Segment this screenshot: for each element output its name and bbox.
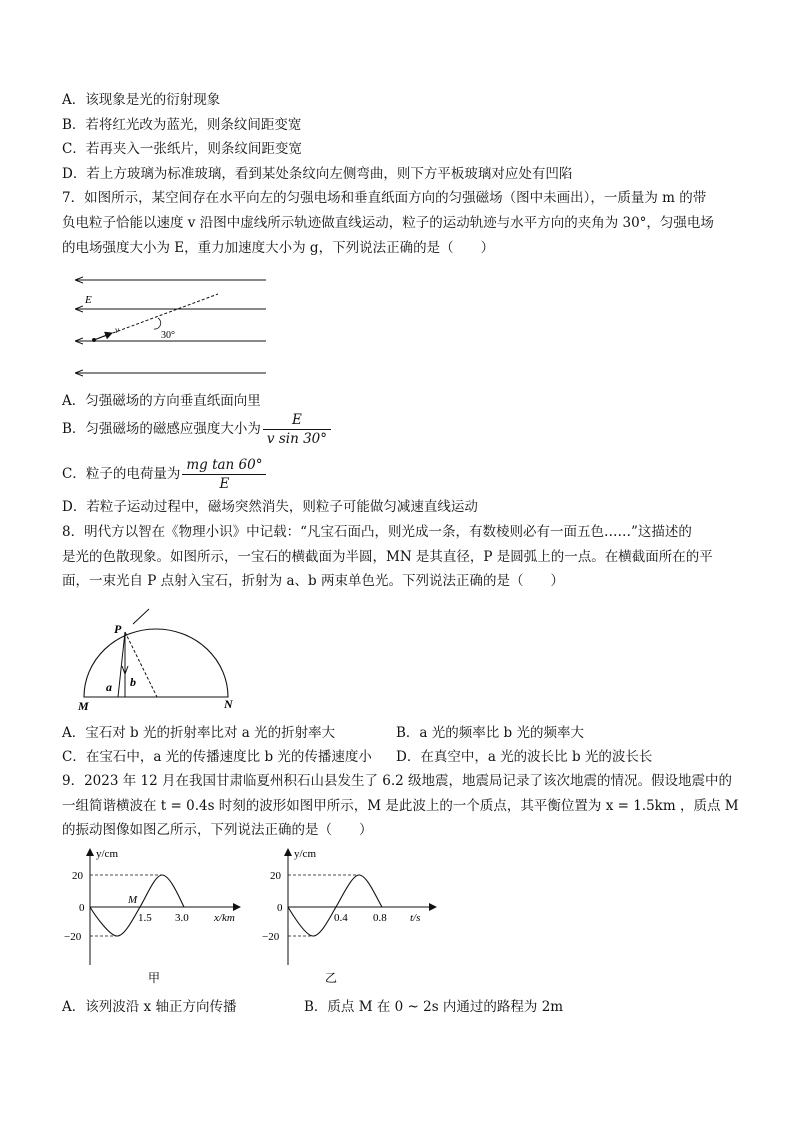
q9-option-a: A．该列波沿 x 轴正方向传播 [62, 999, 237, 1015]
q8-option-c: C．在宝石中，a 光的传播速度比 b 光的传播速度小 [62, 749, 372, 765]
ray-a [118, 632, 125, 697]
ray-a-label: a [106, 680, 112, 694]
q7-option-b [62, 410, 331, 448]
t-tick-1: 0.4 [334, 912, 348, 924]
x-axis-label: x/km [214, 912, 235, 924]
v-label: v [115, 325, 119, 335]
point-n-label: N [224, 697, 233, 710]
q8-figure [72, 600, 247, 710]
angle-arc [154, 318, 161, 329]
velocity-arrow [94, 333, 112, 340]
graph-caption-jia: 甲 [148, 971, 161, 985]
q7-option-c-fraction [182, 456, 266, 493]
x-tick-1: 1.5 [138, 912, 152, 924]
q8-stem-line2: 是光的色散现象。如图所示，一宝石的横截面为半圆，MN 是其直径，P 是圆弧上的一点。在横截面所在的平 [62, 549, 713, 565]
wave-graph-jia [58, 845, 248, 985]
q8-stem-line1: 8．明代方以智在《物理小识》中记载：“凡宝石面凸，则光成一条，有数棱则必有一面五色……”这描述的 [62, 524, 692, 540]
trajectory-dashed-line [94, 294, 218, 340]
y-axis-label: y/cm [96, 848, 118, 860]
graph-caption-yi: 乙 [325, 971, 338, 985]
q6-option-c: C．若再夹入一张纸片，则条纹间距变宽 [62, 141, 302, 157]
q6-option-d: D．若上方玻璃为标准玻璃，看到某处条纹向左侧弯曲，则下方平板玻璃对应处有凹陷 [62, 166, 573, 182]
vibration-graph-yi [256, 845, 446, 985]
q7-figure [72, 272, 272, 382]
fraction-denominator: v sin 30° [266, 431, 327, 447]
q9-stem-line1: 9．2023 年 12 月在我国甘肃临夏州积石山县发生了 6.2 级地震，地震局记录了该次地震的情况。假设地震中的 [62, 773, 733, 789]
y-tick-neg: −20 [64, 931, 82, 943]
q7-option-b-text: B．匀强磁场的磁感应强度大小为 [62, 421, 261, 437]
q8-option-d: D．在真空中，a 光的波长比 b 光的波长长 [396, 749, 653, 765]
point-p-label: P [114, 622, 122, 636]
q9-option-b: B．质点 M 在 0 ~ 2s 内通过的路程为 2m [304, 999, 564, 1015]
ray-b-label: b [130, 675, 136, 689]
q6-option-b: B．若将红光改为蓝光，则条纹间距变宽 [62, 117, 302, 133]
q7-option-a: A．匀强磁场的方向垂直纸面向里 [62, 393, 261, 409]
t-tick-2: 0.8 [373, 912, 387, 924]
fraction-numerator: mg tan 60° [182, 456, 266, 475]
y-tick-neg: −20 [262, 931, 280, 943]
angle-label: 30° [161, 330, 175, 341]
q7-option-d: D．若粒子运动过程中，磁场突然消失，则粒子可能做匀减速直线运动 [62, 499, 478, 515]
t-axis-label: t/s [410, 912, 421, 924]
q6-option-a: A．该现象是光的衍射现象 [62, 92, 221, 108]
particle [92, 338, 96, 342]
vibration-curve [288, 875, 382, 936]
q9-stem-line3: 的振动图像如图乙所示，下列说法正确的是（ ） [62, 822, 373, 838]
q7-stem-line3: 的电场强度大小为 E，重力加速度大小为 g，下列说法正确的是（ ） [62, 240, 495, 256]
q7-stem-line2: 负电粒子恰能以速度 v 沿图中虚线所示轨迹做直线运动，粒子的运动轨迹与水平方向的夹角为 30°，匀强电场 [62, 215, 714, 231]
q9-stem-line2: 一组简谐横波在 t = 0.4s 时刻的波形如图甲所示，M 是此波上的一个质点，其平衡位置为 x = 1.5km ，质点 M [62, 798, 739, 814]
q8-option-b: B．a 光的频率比 b 光的频率大 [396, 725, 584, 741]
fraction-denominator: E [219, 476, 230, 492]
incident-ray [133, 609, 149, 624]
point-m-label: M [128, 894, 138, 906]
field-lines [76, 280, 266, 373]
y-axis-label: y/cm [294, 848, 316, 860]
fraction-numerator: E [263, 411, 331, 430]
y-tick-zero: 0 [79, 902, 85, 914]
q7-option-c-text: C．粒子的电荷量为 [62, 466, 181, 482]
q7-option-b-fraction [263, 411, 331, 448]
q8-option-a: A．宝石对 b 光的折射率比对 a 光的折射率大 [62, 725, 336, 741]
y-tick-pos: 20 [72, 870, 83, 882]
q8-stem-line3: 面，一束光自 P 点射入宝石，折射为 a、b 两束单色光。下列说法正确的是（ ） [62, 573, 564, 589]
y-tick-zero: 0 [277, 902, 283, 914]
point-m-label: M [78, 699, 89, 710]
q7-stem-line1: 7．如图所示，某空间存在水平向左的匀强电场和垂直纸面方向的匀强磁场（图中未画出），一质量为 m 的带 [62, 190, 707, 206]
q7-option-c [62, 455, 266, 493]
e-label: E [85, 294, 92, 306]
y-tick-pos: 20 [270, 870, 281, 882]
x-tick-2: 3.0 [175, 912, 189, 924]
